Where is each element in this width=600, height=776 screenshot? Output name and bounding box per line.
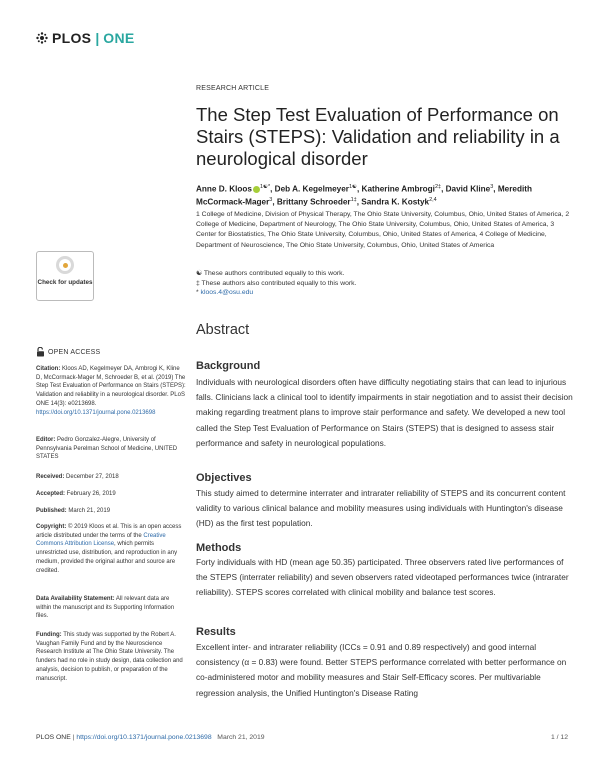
received-block bbox=[36, 473, 186, 482]
copyright-text: © 2019 Kloos et al. This is an open access article distributed under the terms of the bbox=[36, 524, 182, 539]
author-separator: , bbox=[356, 184, 362, 194]
results-heading: Results bbox=[196, 626, 236, 638]
published-date: March 21, 2019 bbox=[66, 508, 111, 514]
also-equal-contribution-note: ‡ These authors also contributed equally to this work. bbox=[196, 279, 357, 287]
citation-text: Kloos AD, Kegelmeyer DA, Ambrogi K, Kline D, McCormack-Mager M, Schroeder B, et al. (2019) The Step Test Evaluation of Performance on Stairs (STEPS): Validation and reliability in a neurological disorder. PLoS ONE 14(3): e0213698. bbox=[36, 366, 186, 407]
citation-label: Citation: bbox=[36, 366, 61, 372]
author-name[interactable]: Deb A. Kegelmeyer bbox=[274, 184, 349, 194]
data-availability-text: All relevant data are within the manuscript and its Supporting Information files. bbox=[36, 596, 175, 620]
corresponding-author bbox=[196, 288, 496, 298]
open-access-badge bbox=[36, 347, 100, 357]
editor-label: Editor: bbox=[36, 437, 56, 443]
author-affiliation-marker: 2‡ bbox=[434, 184, 442, 190]
check-for-updates-icon bbox=[56, 256, 74, 274]
journal-name-one: ONE bbox=[103, 30, 135, 46]
corresponding-marker: * bbox=[196, 289, 201, 296]
author-affiliation-marker: 1‡ bbox=[350, 197, 357, 204]
accepted-date: February 26, 2019 bbox=[65, 491, 116, 497]
author-separator: , bbox=[356, 197, 362, 207]
received-date: December 27, 2018 bbox=[64, 474, 119, 480]
journal-name-separator: | bbox=[95, 30, 100, 46]
author-name[interactable]: Katherine Ambrogi bbox=[361, 184, 435, 194]
citation-doi-link[interactable]: https://doi.org/10.1371/journal.pone.0213698 bbox=[36, 409, 156, 416]
background-text: Individuals with neurological disorders often have difficulty negotiating stairs that can lead to injurious falls. Clinicians lack a clinical tool to identify impairments in stair negotiation and to assist their decision making regarding treatment plans to improve stair performance and safety. We developed a new tool called the Step Test Evaluation of Performance on Stairs (STEPS) that is designed to assess stair performance and safety in neurological populations. bbox=[196, 377, 573, 448]
author-separator: , bbox=[441, 184, 446, 194]
author-name[interactable]: David Kline bbox=[445, 184, 491, 194]
check-for-updates-label: Check for updates bbox=[37, 279, 93, 286]
open-access-label: OPEN ACCESS bbox=[48, 348, 101, 356]
funding-block bbox=[36, 631, 186, 683]
editor-block bbox=[36, 436, 186, 462]
article-type: RESEARCH ARTICLE bbox=[196, 85, 270, 92]
equal-contribution-note: ☯ These authors contributed equally to this work. bbox=[196, 270, 345, 277]
author-name[interactable]: Meredith McCormack-Mager bbox=[196, 184, 532, 207]
page-footer bbox=[36, 734, 568, 741]
methods-text: Forty individuals with HD (mean age 50.35) participated. Three observers rated live performances of the STEPS (interrater reliability) and seven observers rated videotaped performances twice (intrarater reliability). STEPS scores correlated with clinical mobility and balance test scores. bbox=[196, 557, 569, 598]
published-block bbox=[36, 507, 186, 516]
author-name[interactable]: Brittany Schroeder bbox=[276, 197, 351, 207]
journal-logo[interactable] bbox=[36, 30, 135, 46]
affiliations: 1 College of Medicine, Division of Physical Therapy, The Ohio State University, Columbus, Ohio, United States of America, 2 College of Medicine, Department of Neurology, The Ohio State University, Columbus, Ohio, United States of America, 3 Center for Biostatistics, The Ohio State University, Columbus, Ohio, United States of America, 4 College of Medicine, Department of Neuroscience, The Ohio State University, Columbus, Ohio, United States of America bbox=[196, 211, 570, 249]
funding-text: This study was supported by the Robert A. Vaughan Family Fund and by the Neuroscience Research Institute at The Ohio State University. The funders had no role in study design, data collection and analysis, decision to publish, or preparation of the manuscript. bbox=[36, 632, 183, 682]
author-separator: , bbox=[270, 184, 275, 194]
accepted-block bbox=[36, 490, 186, 499]
author-name[interactable]: Anne D. Kloos bbox=[196, 184, 252, 194]
journal-name-plos: PLOS bbox=[52, 30, 92, 46]
check-for-updates-button[interactable] bbox=[36, 251, 94, 301]
corresponding-email-link[interactable]: kloos.4@osu.edu bbox=[200, 289, 254, 296]
methods-heading: Methods bbox=[196, 542, 242, 554]
citation-block bbox=[36, 365, 186, 417]
copyright-text-end: , which permits unrestricted use, distribution, and reproduction in any medium, provided the original author and source are credited. bbox=[36, 541, 178, 574]
received-label: Received: bbox=[36, 474, 65, 480]
author-separator: , bbox=[272, 197, 277, 207]
footer-date: March 21, 2019 bbox=[217, 734, 265, 741]
license-link[interactable]: Creative Commons Attribution License bbox=[36, 532, 166, 548]
footer-separator: | bbox=[70, 734, 77, 741]
author-affiliation-marker: 3 bbox=[490, 184, 494, 190]
author-affiliation-marker: 1☯ bbox=[348, 184, 357, 190]
footer-journal: PLOS ONE bbox=[36, 734, 71, 741]
objectives-heading: Objectives bbox=[196, 472, 252, 484]
accepted-label: Accepted: bbox=[36, 491, 66, 497]
results-text: Excellent inter- and intrarater reliability (ICCs = 0.91 and 0.89 respectively) and good internal consistency (α = 0.83) were found. Better STEPS performance correlated with better performance on co-administered motor and mobility measures and Stair Self-Efficacy scores. Per multivariable regression analysis, the Unified Huntington's Disease Rating bbox=[196, 642, 567, 698]
copyright-label: Copyright: bbox=[36, 524, 67, 530]
author-affiliation-marker: 2,4 bbox=[429, 197, 437, 204]
page-number: 1 / 12 bbox=[550, 734, 568, 741]
author-affiliation-marker: 3 bbox=[269, 197, 273, 204]
author-list bbox=[196, 182, 576, 208]
orcid-icon[interactable] bbox=[253, 186, 260, 193]
abstract-heading: Abstract bbox=[196, 322, 250, 338]
published-label: Published: bbox=[36, 508, 67, 514]
background-heading: Background bbox=[196, 360, 261, 372]
data-availability-label: Data Availability Statement: bbox=[36, 596, 115, 602]
open-lock-icon bbox=[36, 347, 45, 357]
copyright-block bbox=[36, 523, 186, 575]
author-separator: , bbox=[493, 184, 498, 194]
data-availability-block bbox=[36, 595, 186, 621]
editor-text: Pedro Gonzalez-Alegre, University of Pennsylvania Perelman School of Medicine, UNITED STATES bbox=[36, 437, 178, 461]
author-affiliation-marker: 1☯* bbox=[259, 184, 271, 190]
plos-logo-icon bbox=[36, 32, 48, 44]
footer-doi-link[interactable]: https://doi.org/10.1371/journal.pone.0213698 bbox=[76, 734, 212, 741]
article-title: The Step Test Evaluation of Performance on Stairs (STEPS): Validation and reliability in a neurological disorder bbox=[196, 104, 560, 169]
funding-label: Funding: bbox=[36, 632, 62, 638]
author-name[interactable]: Sandra K. Kostyk bbox=[361, 197, 430, 207]
objectives-text: This study aimed to determine interrater and intrarater reliability of STEPS and its concurrent content validity to various clinical balance and mobility measures using individuals with Huntington's disease (HD) as the first test population. bbox=[196, 488, 566, 529]
author-notes bbox=[196, 269, 496, 298]
